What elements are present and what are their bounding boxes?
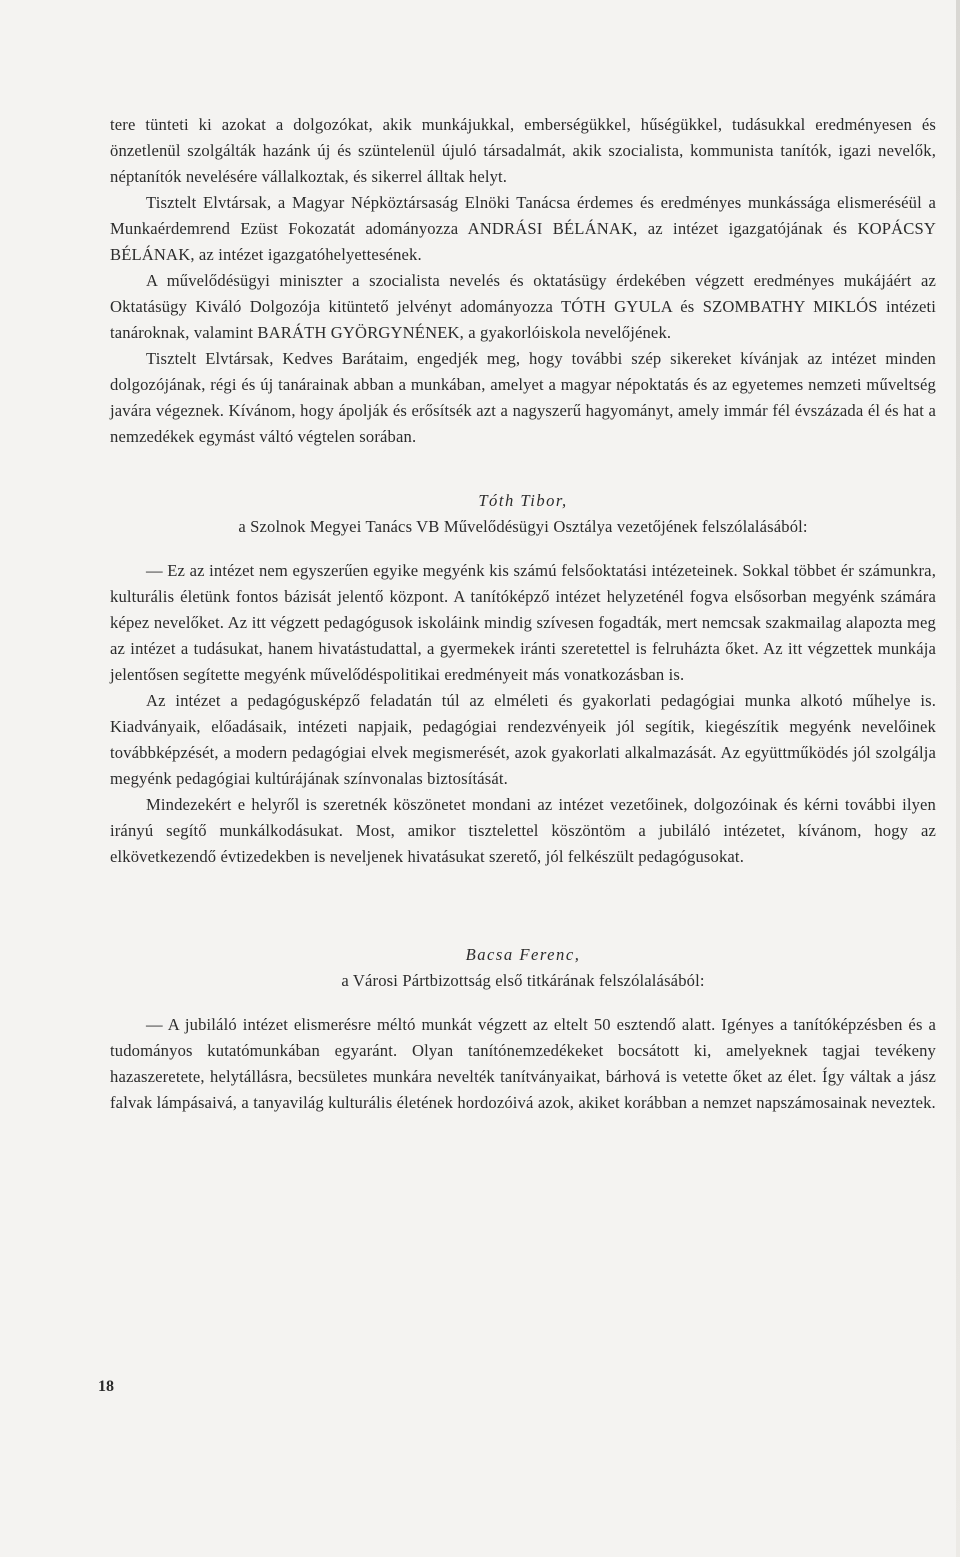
paragraph: A művelődésügyi miniszter a szocialista nevelés és oktatásügy érdekében végzett eredményes mukájáért az Oktatásügy Kiváló Dolgozója kitüntető jelvényt adományozza TÓTH GYULA és SZOMBATHY MIKLÓS intézeti tanároknak, valamint BARÁTH GYÖRGYNÉNEK, a gyakorlóiskola nevelőjének. (110, 271, 936, 342)
speaker-title: a Szolnok Megyei Tanács VB Művelődésügyi Osztálya vezetőjének felszólalásából: (238, 517, 808, 536)
speaker-name: Tóth Tibor, (478, 491, 568, 510)
paragraph: tere tünteti ki azokat a dolgozókat, akik munkájukkal, emberségükkel, hűségükkel, tudásukkal eredményesen és önzetlenül szolgálták hazánk új és szüntelenül újuló társadalmát, akik szocialista, kommunista tanítók, igazi nevelők, néptanítók nevelésére vállalkoztak, és sikerrel álltak helyt. (110, 115, 936, 186)
spacer (110, 994, 936, 1012)
spacer (110, 540, 936, 558)
paragraph: — A jubiláló intézet elismerésre méltó munkát végzett az eltelt 50 esztendő alatt. Igényes a tanítóképzésben és a tudományos kutatómunkában egyaránt. Olyan tanítónemzedékeket bocsátott ki, amelyeknek tagjai tevékeny hazaszeretete, helytállásra, becsületes munkára nevelték tanítványaikat, bárhová is vetette őket az élet. Így váltak a jász falvak lámpásaivá, a tanyavilág kulturális életének hordozóivá azok, akiket korábban a nemzet napszámosainak neveztek. (110, 1015, 936, 1112)
spacer (110, 870, 936, 942)
paragraph: Tisztelt Elvtársak, Kedves Barátaim, engedjék meg, hogy további szép sikereket kívánjak az intézet minden dolgozójának, régi és új tanárainak abban a munkában, amelyet a magyar népoktatás és az egyetemes nemzeti műveltség javára végeznek. Kívánom, hogy ápolják és erősítsék azt a nagyszerű hagyományt, amely immár fél évszázada él és hat a nemzedékek egymást váltó végtelen sorában. (110, 349, 936, 446)
paragraph: Az intézet a pedagógusképző feladatán túl az elméleti és gyakorlati pedagógiai munka alkotó műhelye is. Kiadványaik, előadásaik, intézeti napjaik, pedagógiai rendezvényeik jól segítik, kiegészítik megyénk nevelőinek továbbképzését, a modern pedagógiai elvek megismerését, azok gyakorlati alkalmazását. Az együttműködés jól szolgálja megyénk pedagógiai kultúrájának színvonalas biztosítását. (110, 691, 936, 788)
page-content (110, 112, 936, 1116)
speaker-title: a Városi Pártbizottság első titkárának felszólalásából: (341, 971, 705, 990)
page-edge (956, 0, 960, 1557)
paragraph: — Ez az intézet nem egyszerűen egyike megyénk kis számú felsőoktatási intézeteinek. Sokkal többet ér számunkra, kulturális életünk fontos bázisát jelentő központ. A tanítóképző intézet helyzeténél fogva elsősorban megyénk számára képez nevelőket. Az itt végzett pedagógusok iskoláink mindig szívesen fogadták, mert nemcsak szakmailag alapozta meg az intézet a tudásukat, hanem hivatástudattal, a gyermekek iránti szeretettel is felruházta őket. Az itt végzettek munkája jelentősen segítette megyénk művelődéspolitikai eredményeit más vonatkozásban is. (110, 561, 936, 684)
paragraph: Tisztelt Elvtársak, a Magyar Népköztársaság Elnöki Tanácsa érdemes és eredményes munkássága elismeréséül a Munkaérdemrend Ezüst Fokozatát adományozza ANDRÁSI BÉLÁNAK, az intézet igazgatójának és KOPÁCSY BÉLÁNAK, az intézet igazgatóhelyettesének. (110, 193, 936, 264)
speaker-name: Bacsa Ferenc, (465, 945, 581, 964)
spacer (110, 450, 936, 488)
page-number: 18 (98, 1378, 114, 1395)
paragraph: Mindezekért e helyről is szeretnék köszönetet mondani az intézet vezetőinek, dolgozóinak és kérni további ilyen irányú segítő munkálkodásukat. Most, amikor tisztelettel köszöntöm a jubiláló intézetet, kívánom, hogy az elkövetkezendő évtizedekben is neveljenek hivatásukat szerető, jól felkészült pedagógusokat. (110, 795, 936, 866)
